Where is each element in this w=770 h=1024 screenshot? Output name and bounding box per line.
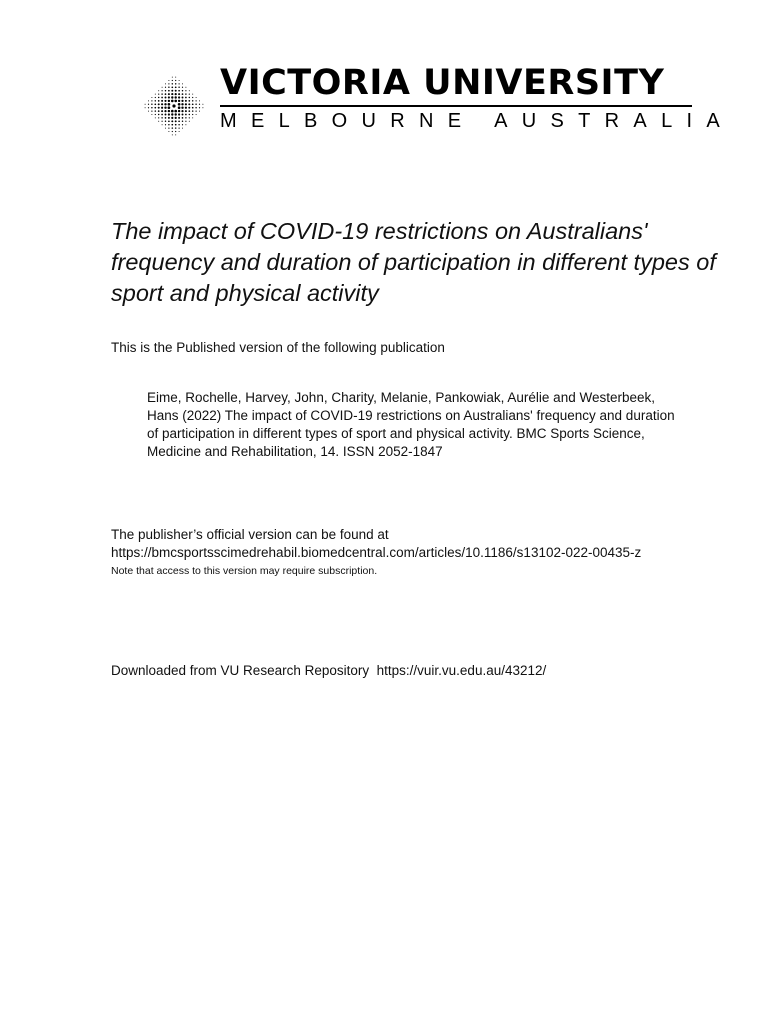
logo-location-subtitle: MELBOURNE AUSTRALIA [220,110,734,132]
document-title: The impact of COVID-19 restrictions on Australians' frequency and duration of participation in different types of sport and physical activity [111,218,716,306]
university-logo [140,63,734,142]
diamond-dot-pattern-icon [140,72,208,140]
access-note: Note that access to this version may require subscription. [111,565,378,577]
repository-url-link[interactable]: https://vuir.vu.edu.au/43212/ [376,663,547,678]
logo-university-name: VICTORIA UNIVERSITY [220,63,665,103]
download-line [111,663,546,678]
publisher-version-label: The publisher’s official version can be found at [111,527,389,542]
logo-divider [220,105,692,107]
download-label: Downloaded from VU Research Repository [111,663,370,678]
citation-text: Eime, Rochelle, Harvey, John, Charity, Melanie, Pankowiak, Aurélie and Westerbeek, Hans (2022) The impact of COVID-19 restrictions on Australians' frequency and duration of participation in different types of sport and physical activity. BMC Sports Science, Medicine and Rehabilitation, 14. ISSN 2052-1847 [147,390,675,459]
version-intro-text: This is the Published version of the following publication [111,340,445,355]
publisher-url-link[interactable]: https://bmcsportsscimedrehabil.biomedcentral.com/articles/10.1186/s13102-022-00435-z [111,545,642,560]
